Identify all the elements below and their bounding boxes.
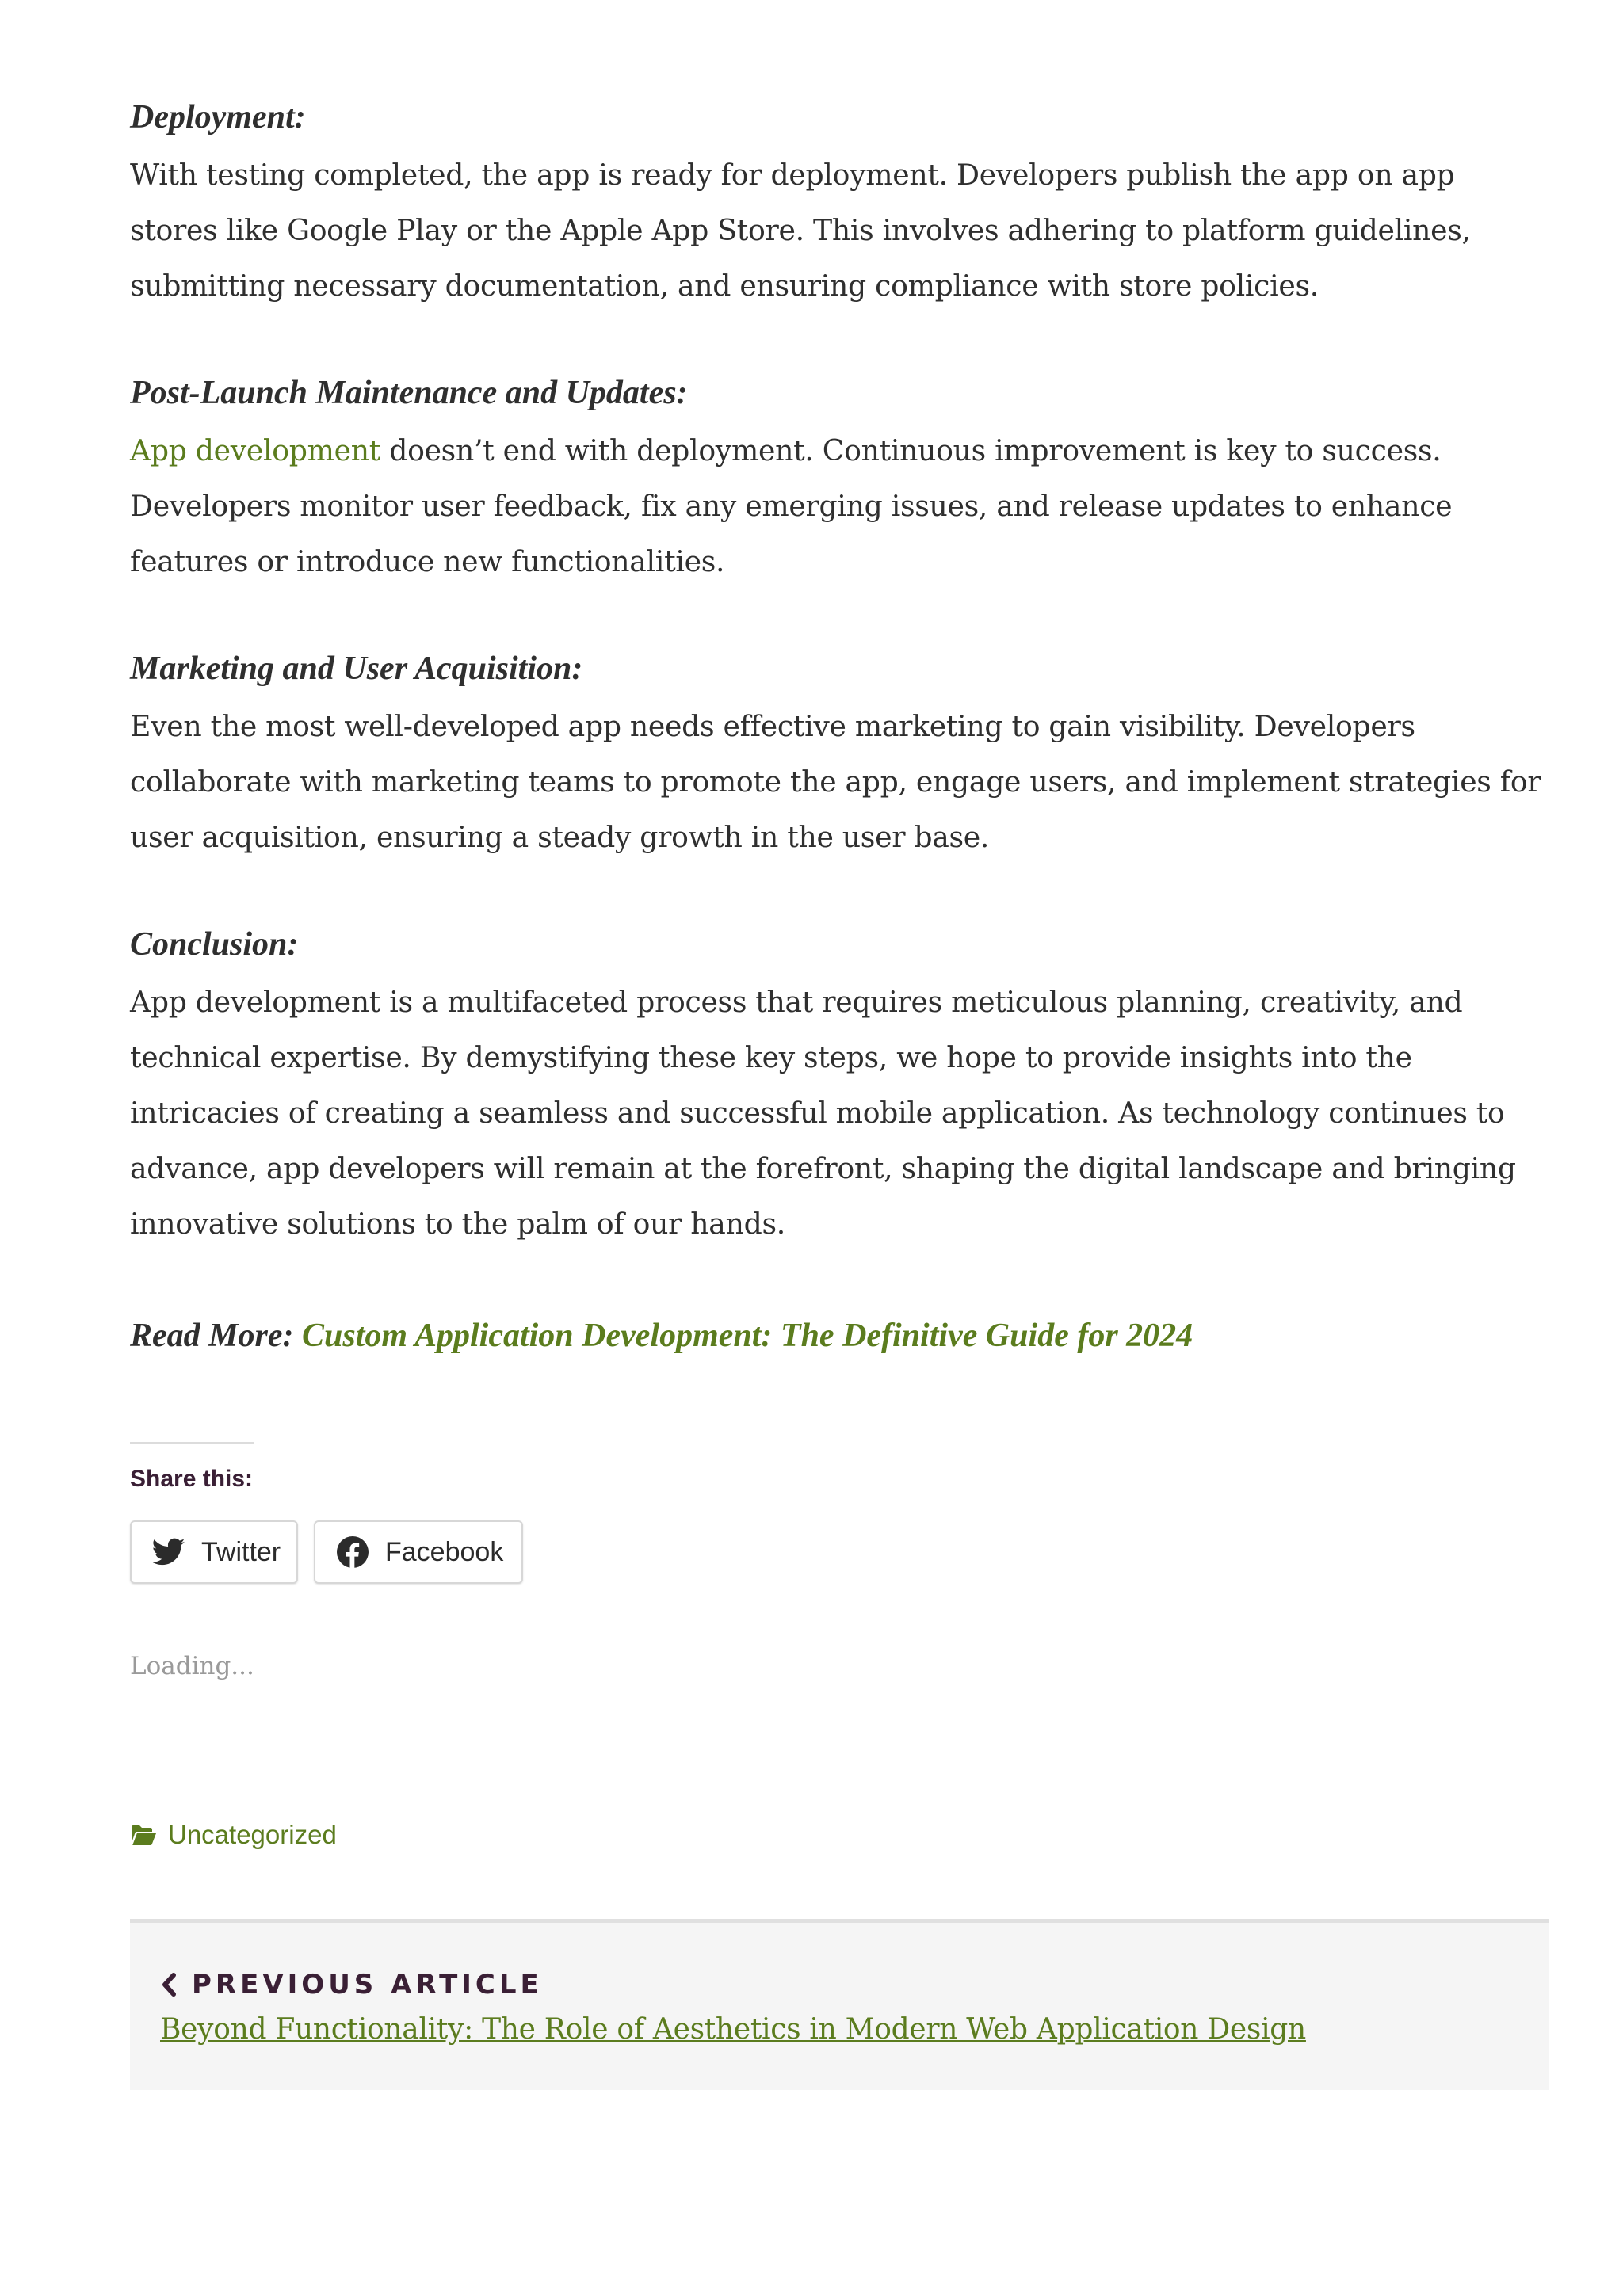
read-more-label: Read More: bbox=[130, 1318, 302, 1354]
section-text-deployment: With testing completed, the app is ready for deployment. Developers publish the app on app stores like Google Play or the Apple App Store. This involves adhering to platform guidelines, submitting necessary documentation, and ensuring compliance with store policies. bbox=[130, 158, 1471, 303]
section-heading-post-launch: Post-Launch Maintenance and Updates: bbox=[130, 375, 688, 411]
share-facebook-button[interactable] bbox=[314, 1520, 523, 1584]
post-launch-body: doesn’t end with deployment. Continuous improvement is key to success. Developers monitor user feedback, fix any emerging issues, and release updates to enhance features or introduce new functionalities. bbox=[130, 433, 1453, 578]
category-link[interactable] bbox=[130, 1820, 337, 1850]
previous-article-link[interactable]: Beyond Functionality: The Role of Aesthetics in Modern Web Application Design bbox=[160, 2013, 1306, 2046]
likes-loading-text: Loading... bbox=[130, 1652, 254, 1680]
category-label: Uncategorized bbox=[168, 1820, 337, 1849]
folder-open-icon bbox=[130, 1823, 157, 1847]
section-heading-marketing: Marketing and User Acquisition: bbox=[130, 650, 583, 687]
share-facebook-label: Facebook bbox=[385, 1536, 504, 1567]
share-title: Share this: bbox=[130, 1466, 254, 1492]
share-twitter-button[interactable] bbox=[130, 1520, 298, 1584]
section-heading-conclusion: Conclusion: bbox=[130, 926, 299, 963]
read-more bbox=[130, 1317, 1193, 1355]
previous-article-label-row bbox=[160, 1969, 543, 2000]
twitter-icon bbox=[152, 1535, 185, 1569]
post-navigation bbox=[130, 1919, 1549, 2090]
section-heading-deployment: Deployment: bbox=[130, 99, 306, 135]
facebook-icon bbox=[336, 1535, 369, 1569]
app-development-link[interactable]: App development bbox=[130, 433, 381, 467]
section-text-marketing: Even the most well-developed app needs effective marketing to gain visibility. Developers collaborate with marketing teams to promote the app, engage users, and implement strategies for user acquisition, ensuring a steady growth in the user base. bbox=[130, 709, 1541, 854]
read-more-link[interactable]: Custom Application Development: The Definitive Guide for 2024 bbox=[301, 1318, 1193, 1354]
section-text-conclusion: App development is a multifaceted process that requires meticulous planning, creativity, and technical expertise. By demystifying these key steps, we hope to provide insights into the intricacies of creating a seamless and successful mobile application. As technology continues to advance, app developers will remain at the forefront, shaping the digital landscape and bringing innovative solutions to the palm of our hands. bbox=[130, 985, 1516, 1241]
chevron-left-icon bbox=[160, 1972, 179, 1997]
section-text-post-launch bbox=[130, 423, 1549, 589]
share-divider bbox=[130, 1442, 254, 1444]
previous-article-label: PREVIOUS ARTICLE bbox=[192, 1969, 543, 2000]
share-twitter-label: Twitter bbox=[201, 1536, 281, 1567]
